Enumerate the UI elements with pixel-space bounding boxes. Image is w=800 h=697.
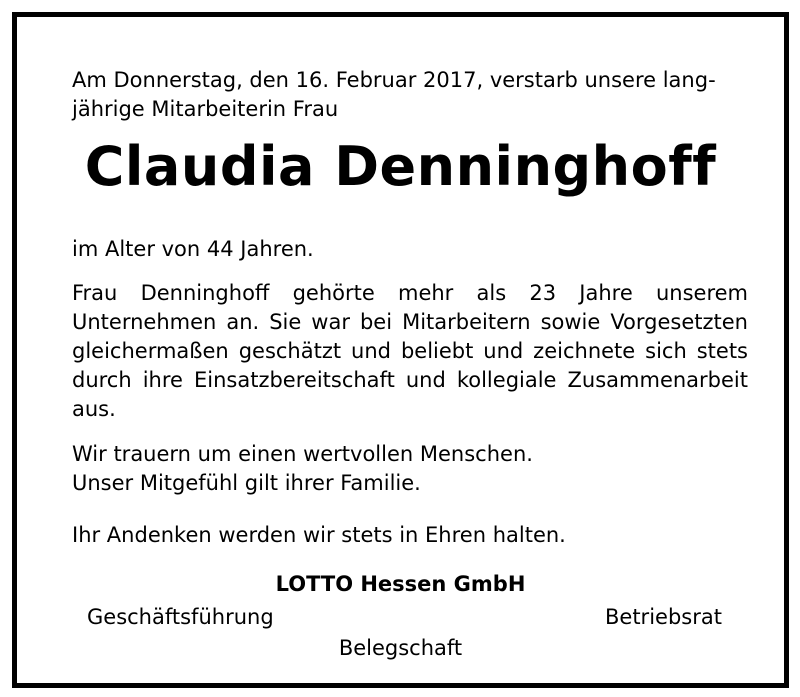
intro-text bbox=[72, 66, 716, 124]
notice-frame bbox=[12, 12, 789, 688]
honor-line: Ihr Andenken werden wir stets in Ehren halten. bbox=[72, 523, 566, 547]
intro-line-1: Am Donnerstag, den 16. Februar 2017, verstarb unsere lang- bbox=[72, 68, 716, 92]
body-line-4: durch ihre Einsatzbereitschaft und kollegiale Zusammenarbeit bbox=[72, 368, 748, 392]
signatory-works-council: Betriebsrat bbox=[605, 605, 722, 629]
signatory-management: Geschäftsführung bbox=[87, 605, 274, 629]
intro-line-2: jährige Mitarbeiterin Frau bbox=[72, 97, 339, 121]
age-line: im Alter von 44 Jahren. bbox=[72, 237, 314, 261]
body-line-3: gleichermaßen geschätzt und beliebt und zeichnete sich stets bbox=[72, 339, 748, 363]
signatory-staff: Belegschaft bbox=[338, 636, 463, 660]
mourning-line-2: Unser Mitgefühl gilt ihrer Familie. bbox=[72, 471, 421, 495]
company-name: LOTTO Hessen GmbH bbox=[275, 572, 526, 596]
mourning-line-1: Wir trauern um einen wertvollen Menschen. bbox=[72, 442, 533, 466]
deceased-name: Claudia Denninghoff bbox=[84, 135, 717, 198]
body-line-5: aus. bbox=[72, 397, 116, 421]
body-line-2: Unternehmen an. Sie war bei Mitarbeitern sowie Vorgesetzten bbox=[72, 310, 748, 334]
body-line-1: Frau Denninghoff gehörte mehr als 23 Jahre unserem bbox=[72, 281, 748, 305]
mourning-text bbox=[72, 440, 533, 498]
body-paragraph bbox=[72, 279, 748, 424]
